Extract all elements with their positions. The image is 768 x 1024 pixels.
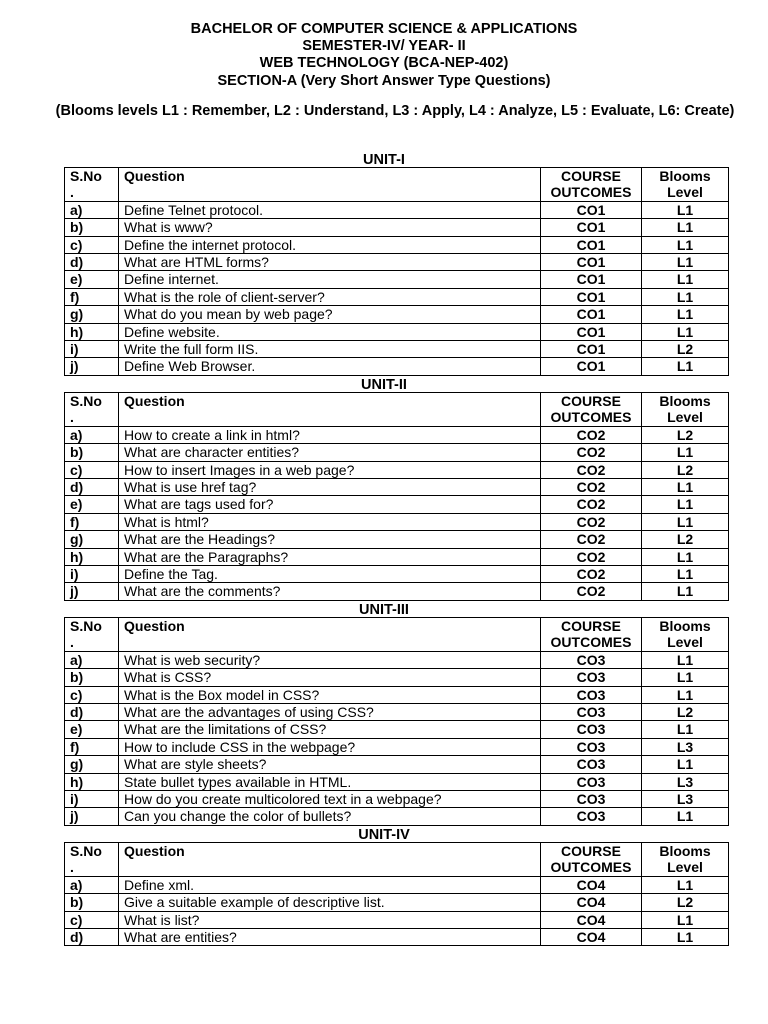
question-text: Write the full form IIS. [119,341,541,358]
question-text: Can you change the color of bullets? [119,808,541,825]
blooms-level: L2 [642,894,729,911]
question-number: f) [65,288,119,305]
course-outcome: CO2 [541,548,642,565]
blooms-level: L1 [642,479,729,496]
blooms-level: L1 [642,288,729,305]
blooms-level: L1 [642,358,729,375]
question-number: j) [65,583,119,600]
course-outcome: CO2 [541,461,642,478]
question-number: e) [65,496,119,513]
unit-title: UNIT-I [363,152,405,168]
question-number: g) [65,531,119,548]
question-text: Define internet. [119,271,541,288]
table-row [65,651,729,668]
table-row [65,513,729,530]
course-outcome: CO2 [541,444,642,461]
blooms-level: L1 [642,756,729,773]
question-text: What are the advantages of using CSS? [119,704,541,721]
table-row [65,911,729,928]
blooms-level-header: Blooms Level [642,618,729,652]
course-outcome: CO3 [541,721,642,738]
question-number: i) [65,791,119,808]
course-outcome: CO4 [541,894,642,911]
question-number: d) [65,929,119,946]
question-number: e) [65,721,119,738]
question-number: a) [65,651,119,668]
question-text: Define Web Browser. [119,358,541,375]
table-header-row [65,168,729,202]
course-outcome: CO1 [541,201,642,218]
course-outcome: CO1 [541,358,642,375]
course-outcome: CO2 [541,479,642,496]
question-number: d) [65,479,119,496]
course-outcome: CO1 [541,236,642,253]
question-number: d) [65,254,119,271]
blooms-level: L1 [642,583,729,600]
course-outcome: CO3 [541,651,642,668]
question-number: g) [65,756,119,773]
question-text: Define the internet protocol. [119,236,541,253]
question-text: What are the limitations of CSS? [119,721,541,738]
question-text: What are character entities? [119,444,541,461]
semester-title: SEMESTER-IV/ YEAR- II [302,38,466,54]
question-text: How to include CSS in the webpage? [119,738,541,755]
question-number: b) [65,219,119,236]
question-number: c) [65,236,119,253]
question-text: What is web security? [119,651,541,668]
table-row [65,773,729,790]
course-outcome: CO2 [541,496,642,513]
course-outcome: CO4 [541,876,642,893]
blooms-level: L3 [642,791,729,808]
course-outcome: CO3 [541,686,642,703]
table-row [65,894,729,911]
blooms-level-header: Blooms Level [642,393,729,427]
course-outcome: CO2 [541,566,642,583]
table-row [65,288,729,305]
course-outcome: CO1 [541,254,642,271]
blooms-level: L1 [642,929,729,946]
question-text: Define the Tag. [119,566,541,583]
question-number: i) [65,341,119,358]
course-outcome: CO3 [541,808,642,825]
course-outcome: CO3 [541,773,642,790]
question-number: e) [65,271,119,288]
table-row [65,669,729,686]
table-row [65,201,729,218]
course-outcome: CO2 [541,426,642,443]
table-row [65,531,729,548]
blooms-level: L1 [642,323,729,340]
question-number: a) [65,201,119,218]
blooms-level: L1 [642,201,729,218]
sno-header: S.No . [65,843,119,877]
blooms-levels-note: (Blooms levels L1 : Remember, L2 : Understand, L3 : Apply, L4 : Analyze, L5 : Evaluate, L6: Create) [55,103,735,119]
question-number: i) [65,566,119,583]
course-outcomes-header: COURSE OUTCOMES [541,618,642,652]
question-number: b) [65,669,119,686]
question-text: What are tags used for? [119,496,541,513]
question-text: What are HTML forms? [119,254,541,271]
sno-header: S.No . [65,168,119,202]
blooms-level: L2 [642,704,729,721]
table-header-row [65,393,729,427]
blooms-level: L1 [642,876,729,893]
question-text: What do you mean by web page? [119,306,541,323]
unit-title: UNIT-IV [358,827,410,843]
question-header: Question [119,618,541,652]
question-number: g) [65,306,119,323]
question-text: State bullet types available in HTML. [119,773,541,790]
table-row [65,704,729,721]
table-row [65,461,729,478]
question-number: c) [65,686,119,703]
question-number: h) [65,323,119,340]
table-row [65,791,729,808]
course-outcome: CO1 [541,323,642,340]
course-outcome: CO1 [541,306,642,323]
blooms-level: L1 [642,219,729,236]
questions-table [64,617,729,826]
table-row [65,426,729,443]
question-text: What are the comments? [119,583,541,600]
course-outcomes-header: COURSE OUTCOMES [541,168,642,202]
questions-table [64,842,729,946]
blooms-level: L2 [642,531,729,548]
question-number: d) [65,704,119,721]
sno-header: S.No . [65,393,119,427]
blooms-level: L3 [642,738,729,755]
table-row [65,323,729,340]
unit-title: UNIT-II [361,377,407,393]
table-row [65,358,729,375]
question-text: What is list? [119,911,541,928]
sno-header: S.No . [65,618,119,652]
table-row [65,929,729,946]
question-number: j) [65,808,119,825]
question-number: a) [65,426,119,443]
question-text: What is use href tag? [119,479,541,496]
section-title: SECTION-A (Very Short Answer Type Questions) [217,73,551,89]
question-text: What are the Paragraphs? [119,548,541,565]
blooms-level: L1 [642,911,729,928]
table-row [65,548,729,565]
questions-table [64,167,729,376]
blooms-level-header: Blooms Level [642,843,729,877]
question-text: How to insert Images in a web page? [119,461,541,478]
blooms-level: L2 [642,426,729,443]
blooms-level: L2 [642,341,729,358]
blooms-level: L1 [642,306,729,323]
course-outcome: CO4 [541,929,642,946]
question-header: Question [119,168,541,202]
table-row [65,479,729,496]
blooms-level: L1 [642,496,729,513]
question-text: What is the Box model in CSS? [119,686,541,703]
blooms-level: L1 [642,548,729,565]
blooms-level: L1 [642,651,729,668]
table-row [65,738,729,755]
course-outcomes-header: COURSE OUTCOMES [541,843,642,877]
unit-title: UNIT-III [359,602,409,618]
table-row [65,236,729,253]
question-number: b) [65,894,119,911]
blooms-level: L1 [642,254,729,271]
course-outcome: CO1 [541,341,642,358]
course-title: WEB TECHNOLOGY (BCA-NEP-402) [259,55,509,71]
blooms-level: L2 [642,461,729,478]
course-outcome: CO2 [541,513,642,530]
question-header: Question [119,843,541,877]
course-outcome: CO4 [541,911,642,928]
question-text: What are entities? [119,929,541,946]
table-row [65,254,729,271]
question-text: How to create a link in html? [119,426,541,443]
course-outcome: CO2 [541,583,642,600]
question-text: What is www? [119,219,541,236]
question-number: f) [65,513,119,530]
course-outcome: CO2 [541,531,642,548]
blooms-level: L1 [642,808,729,825]
blooms-level-header: Blooms Level [642,168,729,202]
table-row [65,808,729,825]
table-row [65,566,729,583]
question-number: h) [65,773,119,790]
table-row [65,306,729,323]
table-row [65,496,729,513]
blooms-level: L1 [642,686,729,703]
question-text: Define Telnet protocol. [119,201,541,218]
blooms-level: L1 [642,236,729,253]
blooms-level: L1 [642,513,729,530]
question-text: What is CSS? [119,669,541,686]
question-number: f) [65,738,119,755]
program-title: BACHELOR OF COMPUTER SCIENCE & APPLICATIONS [190,21,578,37]
table-row [65,721,729,738]
question-number: a) [65,876,119,893]
course-outcome: CO1 [541,219,642,236]
course-outcome: CO3 [541,791,642,808]
question-number: h) [65,548,119,565]
blooms-level: L3 [642,773,729,790]
question-number: c) [65,461,119,478]
question-text: What are the Headings? [119,531,541,548]
course-outcome: CO3 [541,756,642,773]
blooms-level: L1 [642,669,729,686]
question-number: c) [65,911,119,928]
blooms-level: L1 [642,721,729,738]
table-row [65,341,729,358]
question-text: What are style sheets? [119,756,541,773]
course-outcomes-header: COURSE OUTCOMES [541,393,642,427]
table-row [65,876,729,893]
question-text: Give a suitable example of descriptive list. [119,894,541,911]
question-text: Define website. [119,323,541,340]
blooms-level: L1 [642,271,729,288]
table-row [65,219,729,236]
blooms-level: L1 [642,566,729,583]
question-text: What is the role of client-server? [119,288,541,305]
question-text: How do you create multicolored text in a webpage? [119,791,541,808]
table-header-row [65,843,729,877]
course-outcome: CO3 [541,704,642,721]
table-header-row [65,618,729,652]
table-row [65,583,729,600]
questions-table [64,392,729,601]
course-outcome: CO1 [541,288,642,305]
table-row [65,444,729,461]
table-row [65,271,729,288]
course-outcome: CO3 [541,669,642,686]
course-outcome: CO3 [541,738,642,755]
course-outcome: CO1 [541,271,642,288]
question-number: j) [65,358,119,375]
table-row [65,756,729,773]
table-row [65,686,729,703]
question-text: What is html? [119,513,541,530]
question-number: b) [65,444,119,461]
blooms-level: L1 [642,444,729,461]
question-header: Question [119,393,541,427]
question-text: Define xml. [119,876,541,893]
